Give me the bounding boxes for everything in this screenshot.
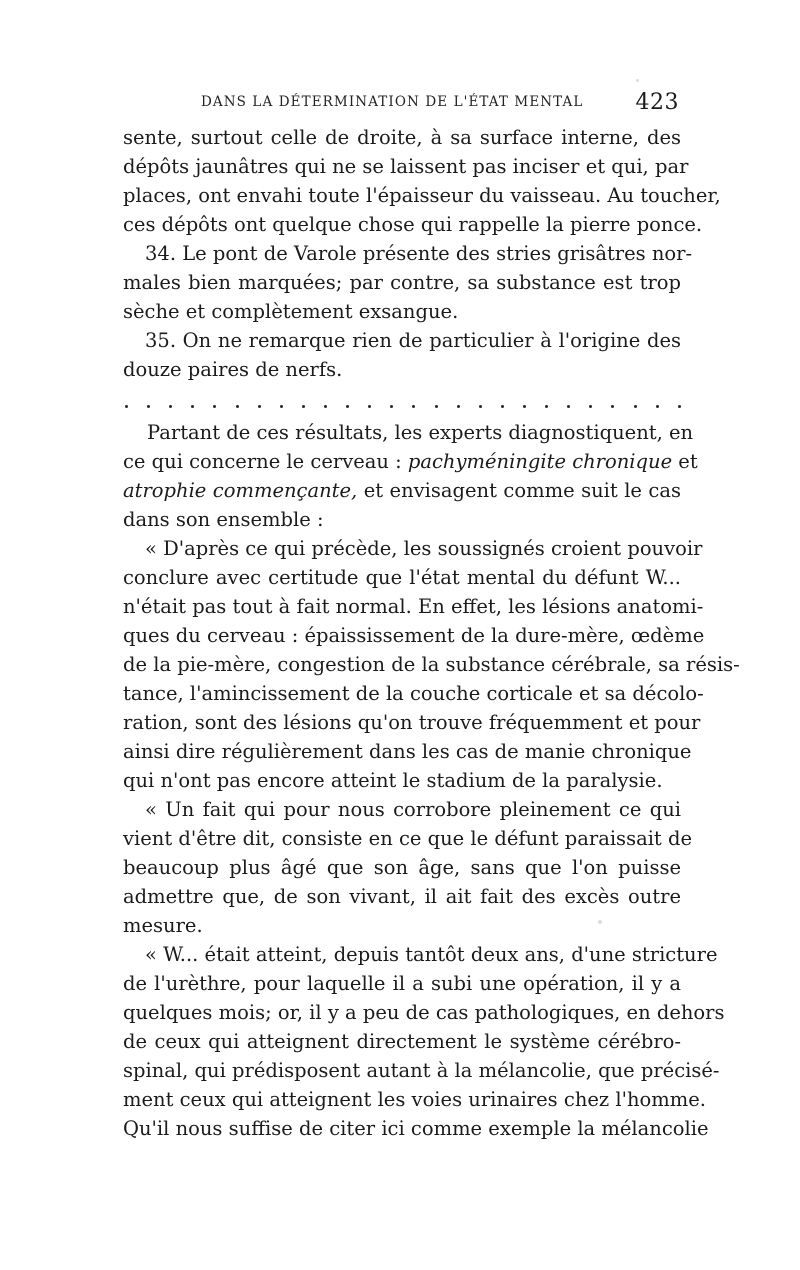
text-line: de la pie-mère, congestion de la substance cérébrale, sa résis- <box>123 653 740 676</box>
text-line: quelques mois; or, il y a peu de cas pathologiques, en dehors <box>123 1001 725 1024</box>
text-line: ment ceux qui atteignent les voies urinaires chez l'homme. <box>123 1088 707 1111</box>
text-line: sèche et complètement exsangue. <box>123 300 459 323</box>
text-line: conclure avec certitude que l'état mental du défunt W... <box>123 566 681 589</box>
text-line: ces dépôts ont quelque chose qui rappelle la pierre ponce. <box>123 213 703 236</box>
text-line: ration, sont des lésions qu'on trouve fréquemment et pour <box>123 711 701 734</box>
text-line: n'était pas tout à fait normal. En effet, les lésions anatomi- <box>123 595 704 618</box>
text-line: Partant de ces résultats, les experts diagnostiquent, en <box>147 421 694 444</box>
text-line: beaucoup plus âgé que son âge, sans que l'on puisse <box>123 856 681 879</box>
page-number: 423 <box>635 90 679 115</box>
text-line: dans son ensemble : <box>123 508 324 531</box>
running-title: DANS LA DÉTERMINATION DE L'ÉTAT MENTAL <box>201 94 584 110</box>
text-line: « D'après ce qui précède, les soussignés croient pouvoir <box>145 537 703 560</box>
text-line: vient d'être dit, consiste en ce que le défunt paraissait de <box>123 827 692 850</box>
text-line: ce qui concerne le cerveau : pachyméningite chronique et <box>123 450 698 473</box>
text-line: 35. On ne remarque rien de particulier à l'origine des <box>145 329 681 352</box>
text-line: de l'urèthre, pour laquelle il a subi une opération, il y a <box>123 972 681 995</box>
text-line: mesure. <box>123 914 203 937</box>
text-line: ainsi dire régulièrement dans les cas de manie chronique <box>123 740 692 763</box>
text-line: atrophie commençante, et envisagent comme suit le cas <box>123 479 681 502</box>
text-line: ques du cerveau : épaississement de la dure-mère, œdème <box>123 624 705 647</box>
text-line: sente, surtout celle de droite, à sa surface interne, des <box>123 126 681 149</box>
text-line: admettre que, de son vivant, il ait fait des excès outre <box>123 885 681 908</box>
text-line: dépôts jaunâtres qui ne se laissent pas inciser et qui, par <box>123 155 689 178</box>
text-line: « W... était atteint, depuis tantôt deux ans, d'une stricture <box>145 943 718 966</box>
text-line: tance, l'amincissement de la couche corticale et sa décolo- <box>123 682 704 705</box>
text-line: « Un fait qui pour nous corrobore pleinement ce qui <box>145 798 681 821</box>
ellipsis-separator <box>125 400 681 414</box>
text-line: 34. Le pont de Varole présente des stries grisâtres nor- <box>145 242 693 265</box>
text-line: places, ont envahi toute l'épaisseur du vaisseau. Au toucher, <box>123 184 721 207</box>
text-line: de ceux qui atteignent directement le système cérébro- <box>123 1030 681 1053</box>
running-head <box>123 92 681 118</box>
text-line: males bien marquées; par contre, sa substance est trop <box>123 271 681 294</box>
print-speck <box>452 1103 455 1106</box>
print-speck <box>636 79 639 82</box>
text-line: Qu'il nous suffise de citer ici comme exemple la mélancolie <box>123 1117 709 1140</box>
text-line: qui n'ont pas encore atteint le stadium de la paralysie. <box>123 769 663 792</box>
print-speck <box>598 920 602 924</box>
text-line: spinal, qui prédisposent autant à la mélancolie, que précisé- <box>123 1059 720 1082</box>
text-line: douze paires de nerfs. <box>123 358 343 381</box>
